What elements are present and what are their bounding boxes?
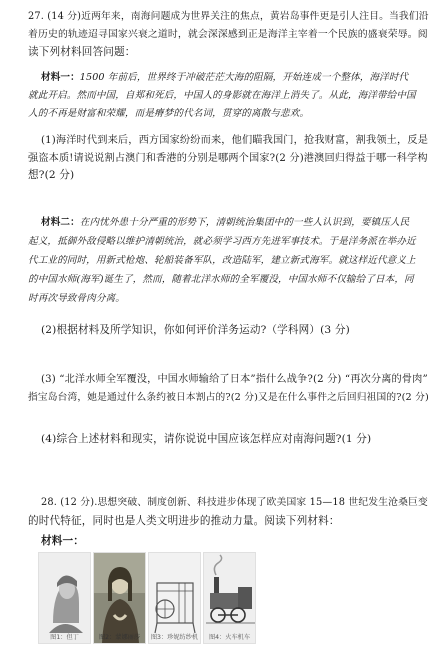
image-caption-4: 图4：火车机车 [208,634,251,641]
q28-intro-line-2: 的时代特征，同时也是人类文明进步的推动力量。阅读下列材料： [28,515,340,527]
steam-locomotive-icon [204,553,256,644]
q27-material-2-line-1 [41,214,409,228]
mona-lisa-painting-icon [94,553,146,644]
q27-material-2-line-4: 的中国水师(海军)诞生了，然而，随着北洋水师的全军覆没，中国水师不仅输给了日本，同 [28,274,414,285]
dante-portrait-image [38,552,91,644]
q27-material-2-line-5: 时再次导致骨肉分离。 [28,293,125,304]
spinning-jenny-icon [149,553,201,644]
q27-material-1-line-2: 就此开启。然而中国，自郑和死后，中国人的身影就在海洋上消失了。从此，海洋带给中国 [28,90,416,101]
q27-material-1-line-1 [41,69,408,83]
q27-sub-question-1-line-2: 强盗本质!请说说割占澳门和香港的分别是哪两个国家?(2 分)港澳回归得益于哪一科学构 [28,153,428,164]
q27-sub-question-1-line-1: (1)海洋时代到来后，西方国家纷纷而来，他们瞄我国门，抢我财富，割我领土，反是 [41,135,429,146]
q28-intro-line-1: 28. (12 分).思想突破、制度创新、科技进步体现了欧美国家 15—18 世纪发生沧桑巨变 [41,497,428,508]
image-caption-1: 图1：但丁 [50,634,79,641]
q27-intro-line-1: 27. (14 分)近两年来，南海问题成为世界关注的焦点，黄岩岛事件更是引人注目。当我们沿 [28,11,429,22]
q27-sub-question-4: (4)综合上述材料和现实，请你说说中国应该怎样应对南海问题?(1 分) [41,433,372,445]
q27-material-2-line-2: 起义，抵御外敌侵略以维护清朝统治，就必须学习西方先进军事技术。于是洋务派在举办近 [28,236,416,247]
material-2-text-1: 在内忧外患十分严重的形势下，清朝统治集团中的一些人认识到，要镇压人民 [79,217,410,228]
material-1-label: 材料一： [41,72,80,83]
image-caption-2: 图2：蒙娜丽莎 [98,634,141,641]
q27-sub-question-3-line-2: 指宝岛台湾，她是通过什么条约被日本割占的?(2 分)又是在什么事件之后回归祖国的?(2 分) [28,392,429,403]
mona-lisa-image [93,552,146,644]
q27-intro-line-3: 读下列材料回答问题： [28,46,136,58]
steam-locomotive-image [203,552,256,644]
q27-sub-question-1-line-3: 想?(2 分) [28,169,75,181]
dante-portrait-icon [39,553,91,644]
material-1-text-1: 1500 年前后，世界终于冲破茫茫大海的阻隔，开始连成一个整体，海洋时代 [79,72,409,83]
q27-sub-question-3-line-1: (3) “北洋水师全军覆没，中国水师输给了日本”指什么战争?(2 分) “再次分离的骨肉” [41,374,428,385]
q28-image-strip [38,552,258,644]
q28-material-1-label: 材料一： [41,535,84,547]
q27-material-2-line-3: 代工业的同时，用新式枪炮、轮船装备军队，改造陆军，建立新式海军。就这样近代意义上 [28,255,416,266]
spinning-jenny-image [148,552,201,644]
q27-sub-question-2: (2)根据材料及所学知识，你如何评价洋务运动?（学科网）(3 分) [41,324,350,336]
material-2-label: 材料二： [41,217,80,228]
q27-intro-line-2: 着历史的轨迹迢寻国家兴衰之道时，就会深深感到正是海洋主宰着一个民族的盛衰荣辱。阅 [28,29,428,40]
image-caption-3: 图3：珍妮纺纱机 [150,634,199,641]
q27-material-1-line-3: 人的不再是财富和荣耀，而是瘠梦的代名词，贯穿的离散与悲欢。 [28,108,310,119]
